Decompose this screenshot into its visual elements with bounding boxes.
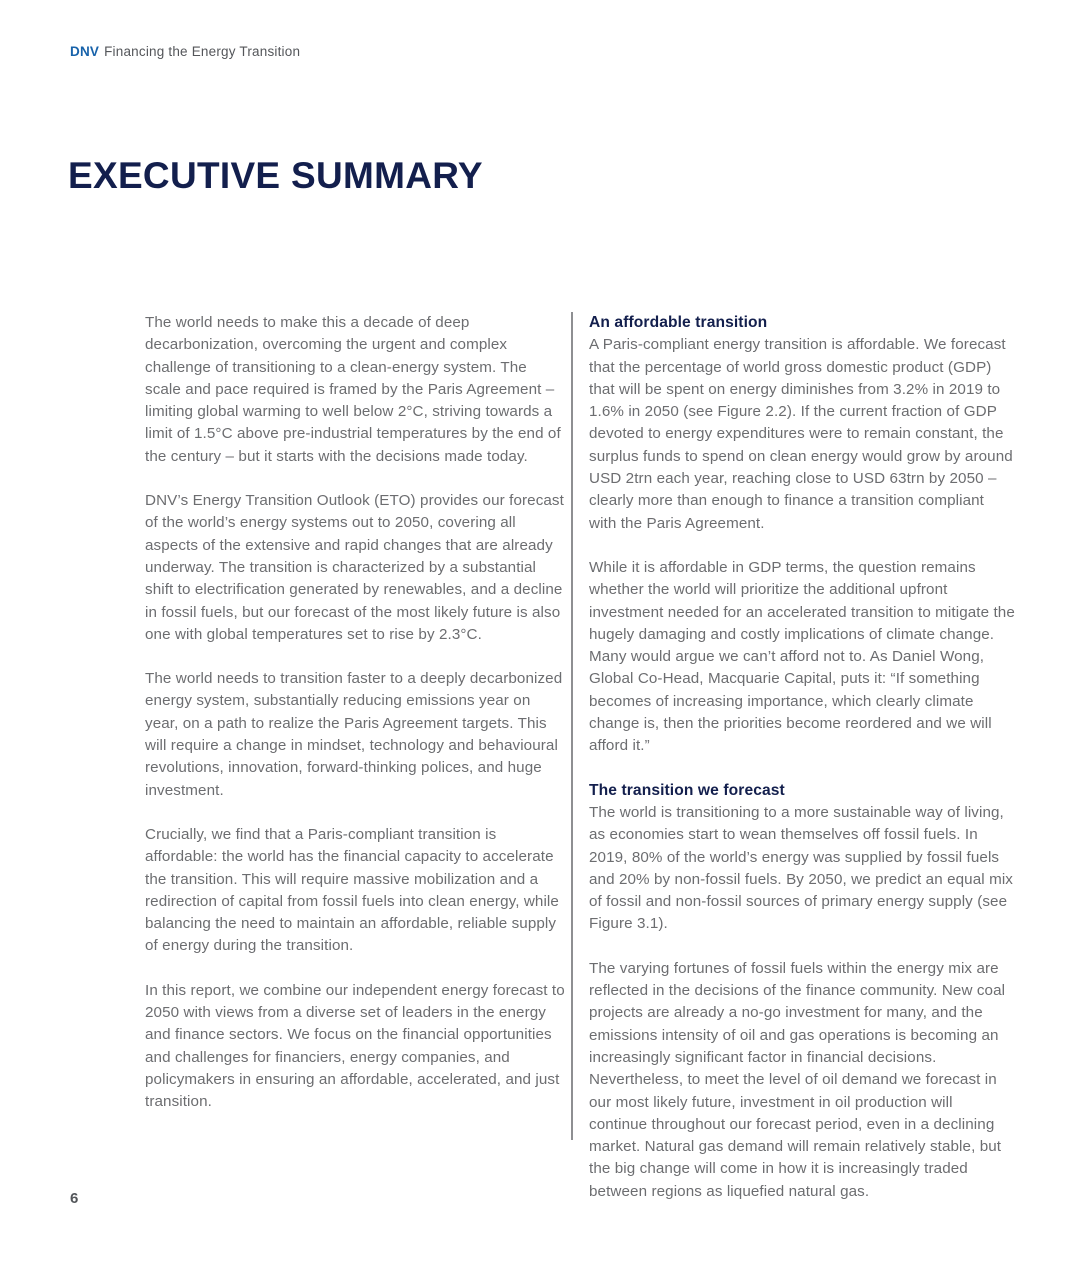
body-paragraph: The varying fortunes of fossil fuels within the energy mix are reflected in the decisions of the finance community. New coal projects are already a no-go investment for many, and the emissions intensity of oil and gas operations is becoming an increasingly significant factor in financial decisions. Nevertheless, to meet the level of oil demand we forecast in our most likely future, investment in oil production will continue throughout our forecast period, even in a declining market. Natural gas demand will remain relatively stable, but the big change will come in how it is increasingly traded between regions as liquefied natural gas. <box>589 959 1006 1200</box>
body-paragraph: The world needs to make this a decade of deep decarbonization, overcoming the urgent and complex challenge of transitioning to a clean-energy system. The scale and pace required is framed by the Paris Agreement – limiting global warming to well below 2°C, striving towards a limit of 1.5°C above pre-industrial temperatures by the end of the century – but it starts with the decisions made today. <box>145 314 561 465</box>
page-title: EXECUTIVE SUMMARY <box>68 155 483 196</box>
body-paragraph: In this report, we combine our independent energy forecast to 2050 with views from a diverse set of leaders in the energy and finance sectors. We focus on the financial opportunities and challenges for financiers, energy companies, and policymakers in ensuring an affordable, accelerated, and just transition. <box>145 981 565 1111</box>
two-column-body <box>145 312 1015 1203</box>
column-divider <box>571 312 573 1140</box>
body-paragraph: DNV’s Energy Transition Outlook (ETO) provides our forecast of the world’s energy systems out to 2050, covering all aspects of the extensive and rapid changes that are already underway. The transition is characterized by a substantial shift to electrification generated by renewables, and a decline in fossil fuels, but our forecast of the most likely future is also one with global temperatures set to rise by 2.3°C. <box>145 492 564 643</box>
body-paragraph: While it is affordable in GDP terms, the question remains whether the world will prioritize the additional upfront investment needed for an accelerated transition to mitigate the hugely damaging and costly implications of climate change. Many would argue we can’t afford not to. As Daniel Wong, Global Co-Head, Macquarie Capital, puts it: “If something becomes of increasing importance, which clearly climate change is, then the priorities become reordered and we will afford it.” <box>589 558 1015 755</box>
running-header <box>70 44 300 59</box>
section-heading-transition-we-forecast: The transition we forecast <box>589 781 785 799</box>
page-footer <box>70 1190 78 1208</box>
header-subtitle: Financing the Energy Transition <box>104 44 301 59</box>
body-paragraph: A Paris-compliant energy transition is affordable. We forecast that the percentage of world gross domestic product (GDP) that will be spent on energy diminishes from 3.2% in 2019 to 1.6% in 2050 (see Figure 2.2). If the current fraction of GDP devoted to energy expenditures were to remain constant, the surplus funds to spend on clean energy would grow by around USD 2trn each year, reaching close to USD 63trn by 2050 – clearly more than enough to finance a transition compliant with the Paris Agreement. <box>589 336 1013 532</box>
body-paragraph: The world is transitioning to a more sustainable way of living, as economies start to wean themselves off fossil fuels. In 2019, 80% of the world’s energy was supplied by fossil fuels and 20% by non-fossil fuels. By 2050, we predict an equal mix of fossil and non-fossil sources of primary energy supply (see Figure 3.1). <box>589 803 1013 933</box>
dnv-logo: DNV <box>70 44 100 59</box>
right-column <box>589 312 1015 1203</box>
page-number: 6 <box>70 1190 79 1207</box>
body-paragraph: The world needs to transition faster to a deeply decarbonized energy system, substantially reducing emissions year on year, on a path to realize the Paris Agreement targets. This will require a change in mindset, technology and behavioural revolutions, innovation, forward-thinking polices, and huge investment. <box>145 670 563 799</box>
section-heading-affordable-transition: An affordable transition <box>589 314 768 331</box>
left-column <box>145 312 565 1114</box>
body-paragraph: Crucially, we find that a Paris-compliant transition is affordable: the world has the financial capacity to accelerate the transition. This will require massive mobilization and a redirection of capital from fossil fuels into clean energy, while balancing the need to maintain an affordable, reliable supply of energy during the transition. <box>145 825 559 955</box>
